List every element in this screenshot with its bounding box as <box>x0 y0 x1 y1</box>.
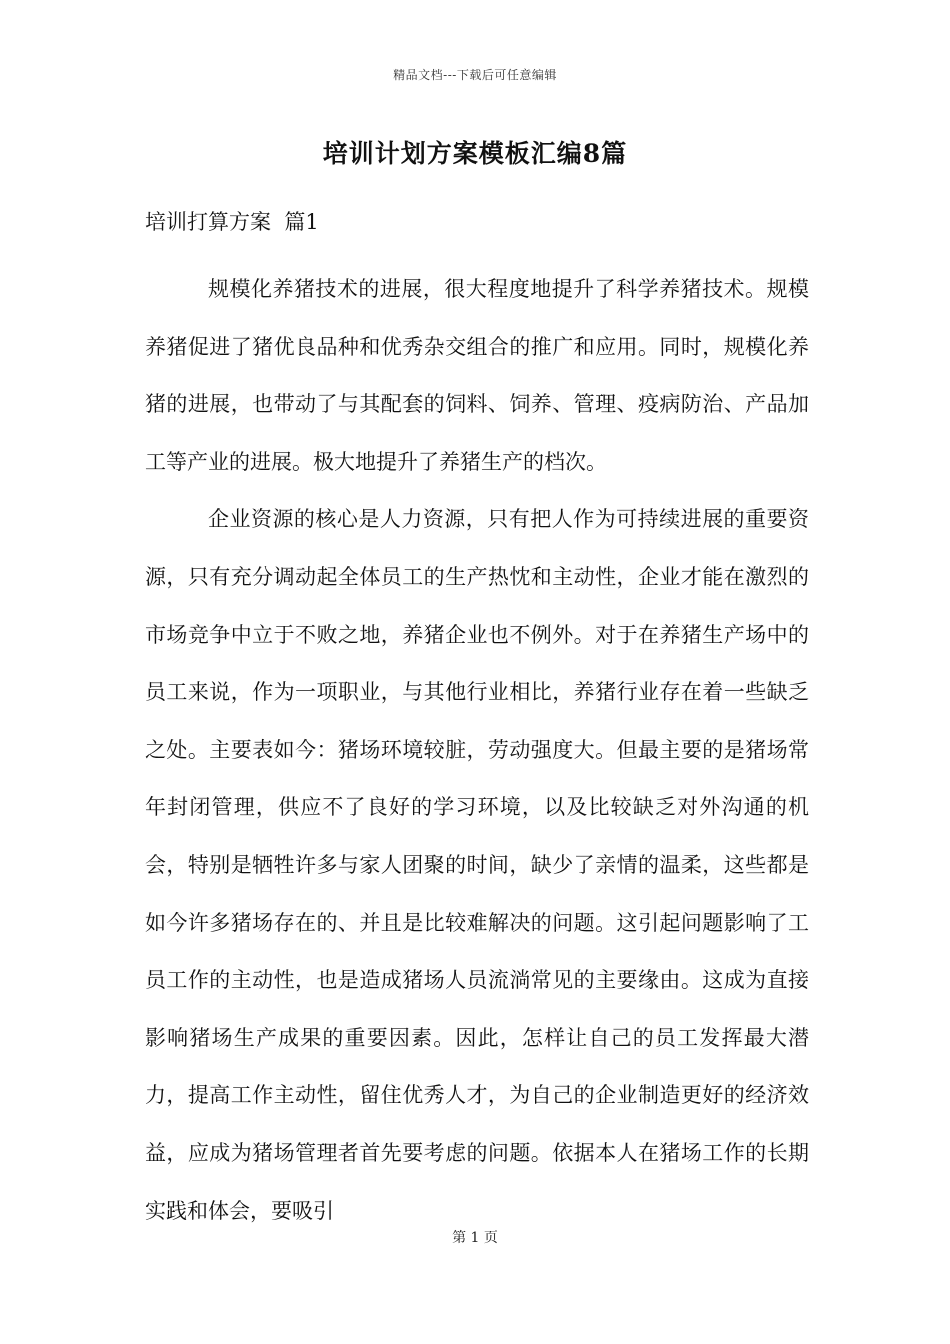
paragraph: 企业资源的核心是人力资源，只有把人作为可持续进展的重要资源，只有充分调动起全体员工的生产热忱和主动性，企业才能在激烈的市场竞争中立于不败之地，养猪企业也不例外。对于在养猪生产场中的员工来说，作为一项职业，与其他行业相比，养猪行业存在着一些缺乏之处。主要表如今：猪场环境较脏，劳动强度大。但最主要的是猪场常年封闭管理，供应不了良好的学习环境，以及比较缺乏对外沟通的机会，特别是牺牲许多与家人团聚的时间，缺少了亲情的温柔，这些都是如今许多猪场存在的、并且是比较难解决的问题。这引起问题影响了工员工作的主动性，也是造成猪场人员流淌常见的主要缘由。这成为直接影响猪场生产成果的重要因素。因此，怎样让自己的员工发挥最大潜力，提高工作主动性，留住优秀人才，为自己的企业制造更好的经济效益，应成为猪场管理者首先要考虑的问题。依据本人在猪场工作的长期实践和体会，要吸引 <box>145 507 809 1223</box>
header-note: 精品文档---下载后可任意编辑 <box>393 68 557 82</box>
page-number: 第 1 页 <box>452 1230 498 1246</box>
paragraph: 规模化养猪技术的进展，很大程度地提升了科学养猪技术。规模养猪促进了猪优良品种和优秀杂交组合的推广和应用。同时，规模化养猪的进展，也带动了与其配套的饲料、饲养、管理、疫病防治、产品加工等产业的进展。极大地提升了养猪生产的档次。 <box>145 277 809 474</box>
page-title: 培训计划方案模板汇编8篇 <box>322 139 628 168</box>
section-heading: 培训打算方案 篇1 <box>145 210 319 234</box>
document-body <box>145 261 809 1240</box>
